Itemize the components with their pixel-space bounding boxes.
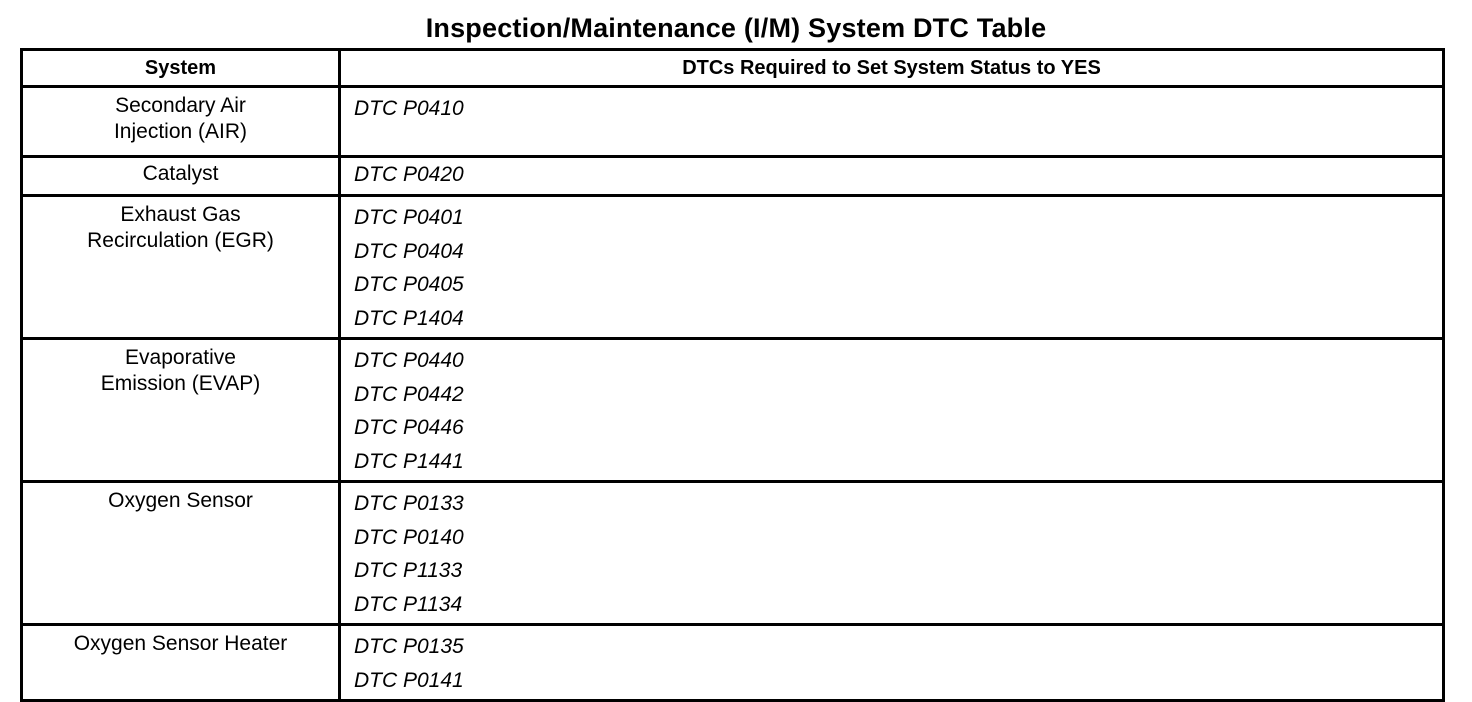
- system-cell: [22, 482, 340, 625]
- dtc-code: DTC P0135: [354, 635, 464, 658]
- system-cell: [22, 625, 340, 701]
- table-row: [22, 196, 1444, 339]
- column-header-dtcs: DTCs Required to Set System Status to YES: [340, 50, 1444, 87]
- dtc-code: DTC P0442: [354, 382, 464, 406]
- page-title: Inspection/Maintenance (I/M) System DTC Table: [425, 13, 1047, 43]
- dtc-cell: [340, 482, 1444, 625]
- dtc-code: DTC P0420: [354, 163, 464, 186]
- dtc-cell: [340, 157, 1444, 196]
- table-row: [22, 482, 1444, 625]
- system-cell: [22, 196, 340, 339]
- system-cell: [22, 157, 340, 196]
- dtc-code: DTC P0140: [354, 525, 464, 549]
- dtc-code: DTC P1404: [354, 306, 464, 330]
- dtc-code: DTC P0401: [354, 206, 464, 229]
- dtc-code: DTC P0133: [354, 492, 464, 515]
- dtc-cell: [340, 87, 1444, 157]
- system-cell: [22, 87, 340, 157]
- dtc-code: DTC P1134: [354, 592, 463, 616]
- column-header-system: System: [22, 50, 340, 87]
- table-row: [22, 87, 1444, 157]
- dtc-code: DTC P1441: [354, 449, 464, 473]
- dtc-code: DTC P0410: [354, 97, 464, 120]
- table-row: [22, 625, 1444, 701]
- system-name-line: Evaporative: [125, 346, 236, 369]
- dtc-cell: [340, 196, 1444, 339]
- dtc-code: DTC P0446: [354, 416, 464, 439]
- system-name-line: Oxygen Sensor: [108, 489, 253, 512]
- system-name-line: Recirculation (EGR): [87, 229, 274, 252]
- table-header-row: [22, 50, 1444, 87]
- system-name-line: Injection (AIR): [113, 120, 248, 143]
- system-name-line: Exhaust Gas: [120, 203, 241, 226]
- table-row: [22, 339, 1444, 482]
- dtc-cell: [340, 625, 1444, 701]
- dtc-code: DTC P0141: [354, 668, 464, 692]
- table-row: [22, 157, 1444, 196]
- dtc-table: [20, 48, 1445, 702]
- system-name-line: Secondary Air: [115, 94, 246, 117]
- dtc-code: DTC P0404: [354, 239, 464, 263]
- system-cell: [22, 339, 340, 482]
- system-name-line: Emission (EVAP): [100, 372, 261, 395]
- system-name-line: Catalyst: [142, 162, 219, 185]
- dtc-code: DTC P0440: [354, 349, 464, 372]
- system-name-line: Oxygen Sensor Heater: [73, 632, 288, 655]
- dtc-cell: [340, 339, 1444, 482]
- dtc-code: DTC P1133: [354, 559, 463, 582]
- dtc-code: DTC P0405: [354, 273, 464, 296]
